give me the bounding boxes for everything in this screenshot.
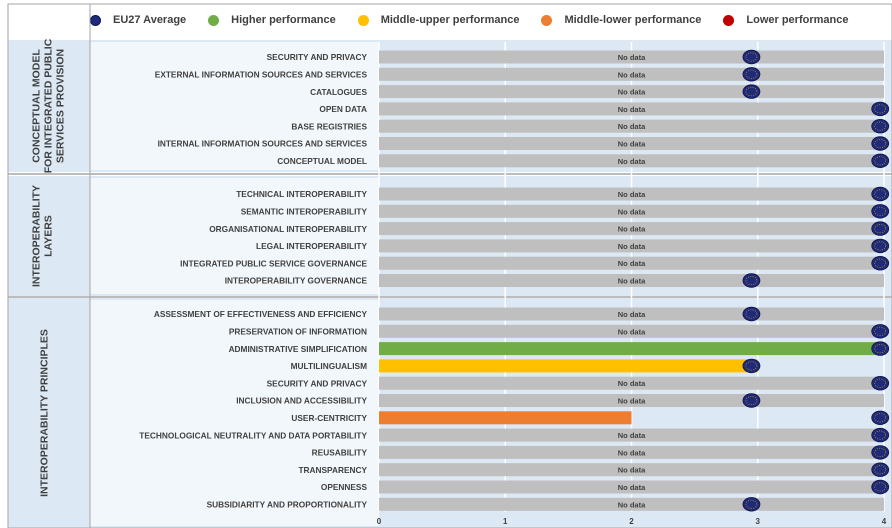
group-label-2 xyxy=(39,329,51,497)
group-label-line: INTEROPERABILITY PRINCIPLES xyxy=(38,329,51,497)
no-data-label: No data xyxy=(617,396,646,406)
eu27-marker xyxy=(872,154,889,168)
row-label: LEGAL INTEROPERABILITY xyxy=(256,241,367,252)
eu27-marker xyxy=(743,50,760,64)
score-bar xyxy=(379,359,758,372)
eu27-marker xyxy=(872,256,889,270)
group-label-line: LAYERS xyxy=(42,215,55,257)
row-label: INTEGRATED PUBLIC SERVICE GOVERNANCE xyxy=(180,258,367,269)
row-label: ADMINISTRATIVE SIMPLIFICATION xyxy=(228,343,367,354)
eu27-marker xyxy=(872,428,889,442)
x-tick-label: 4 xyxy=(881,517,887,526)
legend-label-middle-upper: Middle-upper performance xyxy=(380,14,520,26)
eu27-marker xyxy=(872,480,889,494)
eu27-marker xyxy=(872,463,889,477)
no-data-label: No data xyxy=(617,207,646,217)
group-label-line: INTEROPERABILITY xyxy=(30,184,43,288)
no-data-label: No data xyxy=(617,104,646,114)
no-data-label: No data xyxy=(617,465,646,475)
row-label: CONCEPTUAL MODEL xyxy=(277,156,367,166)
row-label: SUBSIDIARITY AND PROPORTIONALITY xyxy=(206,499,367,510)
no-data-label: No data xyxy=(617,327,646,337)
no-data-label: No data xyxy=(617,431,646,441)
row-label: REUSABILITY xyxy=(311,447,367,458)
row-label: PRESERVATION OF INFORMATION xyxy=(228,326,367,337)
legend-label-higher: Higher performance xyxy=(231,14,336,26)
row-label: TECHNICAL INTEROPERABILITY xyxy=(236,189,367,200)
no-data-label: No data xyxy=(617,276,646,286)
no-data-label: No data xyxy=(617,241,646,251)
no-data-label: No data xyxy=(617,224,646,234)
row-label: CATALOGUES xyxy=(310,86,367,97)
score-bar xyxy=(379,411,632,424)
row-label: INTERNAL INFORMATION SOURCES AND SERVICES xyxy=(157,138,367,149)
eu27-marker xyxy=(872,102,889,116)
eu27-marker xyxy=(872,119,889,133)
row-label: USER-CENTRICITY xyxy=(291,413,367,423)
no-data-label: No data xyxy=(617,122,646,132)
group-label-line: CONCEPTUAL MODEL xyxy=(30,49,43,163)
row-label: EXTERNAL INFORMATION SOURCES AND SERVICES xyxy=(154,69,367,80)
row-label: INCLUSION AND ACCESSIBILITY xyxy=(236,395,367,406)
no-data-label: No data xyxy=(617,190,646,199)
score-bar xyxy=(379,342,884,355)
row-label: SECURITY AND PRIVACY xyxy=(266,378,367,389)
row-label: OPEN DATA xyxy=(319,104,367,115)
eu27-marker xyxy=(872,446,889,460)
row-label: INTEROPERABILITY GOVERNANCE xyxy=(224,275,367,286)
row-label: SECURITY AND PRIVACY xyxy=(266,52,367,63)
row-label: ASSESSMENT OF EFFECTIVENESS AND EFFICIENCY xyxy=(153,309,367,320)
eu27-marker xyxy=(872,222,889,236)
eu27-marker xyxy=(872,325,889,339)
eu27-marker xyxy=(743,307,760,321)
no-data-label: No data xyxy=(617,379,646,389)
row-label: SEMANTIC INTEROPERABILITY xyxy=(240,206,367,217)
x-tick-label: 1 xyxy=(503,517,508,526)
legend-label-eu27: EU27 Average xyxy=(113,14,187,26)
no-data-label: No data xyxy=(617,500,646,510)
group-label-line: SERVICES PROVISION xyxy=(54,48,67,164)
no-data-label: No data xyxy=(617,310,646,319)
eu27-marker xyxy=(743,68,760,82)
eu27-marker xyxy=(872,411,889,425)
x-tick-label: 2 xyxy=(629,517,634,526)
eu27-marker xyxy=(743,274,760,288)
row-label: BASE REGISTRIES xyxy=(291,121,367,132)
eu27-marker xyxy=(743,498,760,512)
eu27-marker xyxy=(743,359,760,373)
row-label: TRANSPARENCY xyxy=(298,464,367,475)
no-data-label: No data xyxy=(617,139,646,149)
row-label: TECHNOLOGICAL NEUTRALITY AND DATA PORTABILITY xyxy=(139,430,367,441)
no-data-label: No data xyxy=(617,70,646,80)
legend-label-lower: Lower performance xyxy=(746,14,849,26)
row-label: OPENNESS xyxy=(320,482,367,493)
eu27-marker xyxy=(872,205,889,219)
no-data-label: No data xyxy=(617,156,646,166)
legend-label-middle-lower: Middle-lower performance xyxy=(564,14,702,26)
no-data-label: No data xyxy=(617,483,646,492)
group-label-0 xyxy=(31,38,67,173)
no-data-label: No data xyxy=(617,259,646,269)
x-tick-label: 0 xyxy=(376,517,382,526)
eu27-marker xyxy=(872,137,889,151)
eu27-marker xyxy=(872,239,889,253)
eu27-marker xyxy=(872,342,889,356)
row-label: MULTILINGUALISM xyxy=(290,361,367,372)
x-tick-label: 3 xyxy=(755,517,760,526)
eu27-marker xyxy=(743,85,760,99)
no-data-label: No data xyxy=(617,87,646,97)
eu27-marker xyxy=(872,187,889,201)
row-label: ORGANISATIONAL INTEROPERABILITY xyxy=(209,223,367,234)
eu27-marker xyxy=(743,394,760,408)
eu27-marker xyxy=(872,376,889,390)
group-label-line: FOR INTEGRATED PUBLIC xyxy=(42,38,55,174)
no-data-label: No data xyxy=(617,53,646,62)
no-data-label: No data xyxy=(617,448,646,458)
